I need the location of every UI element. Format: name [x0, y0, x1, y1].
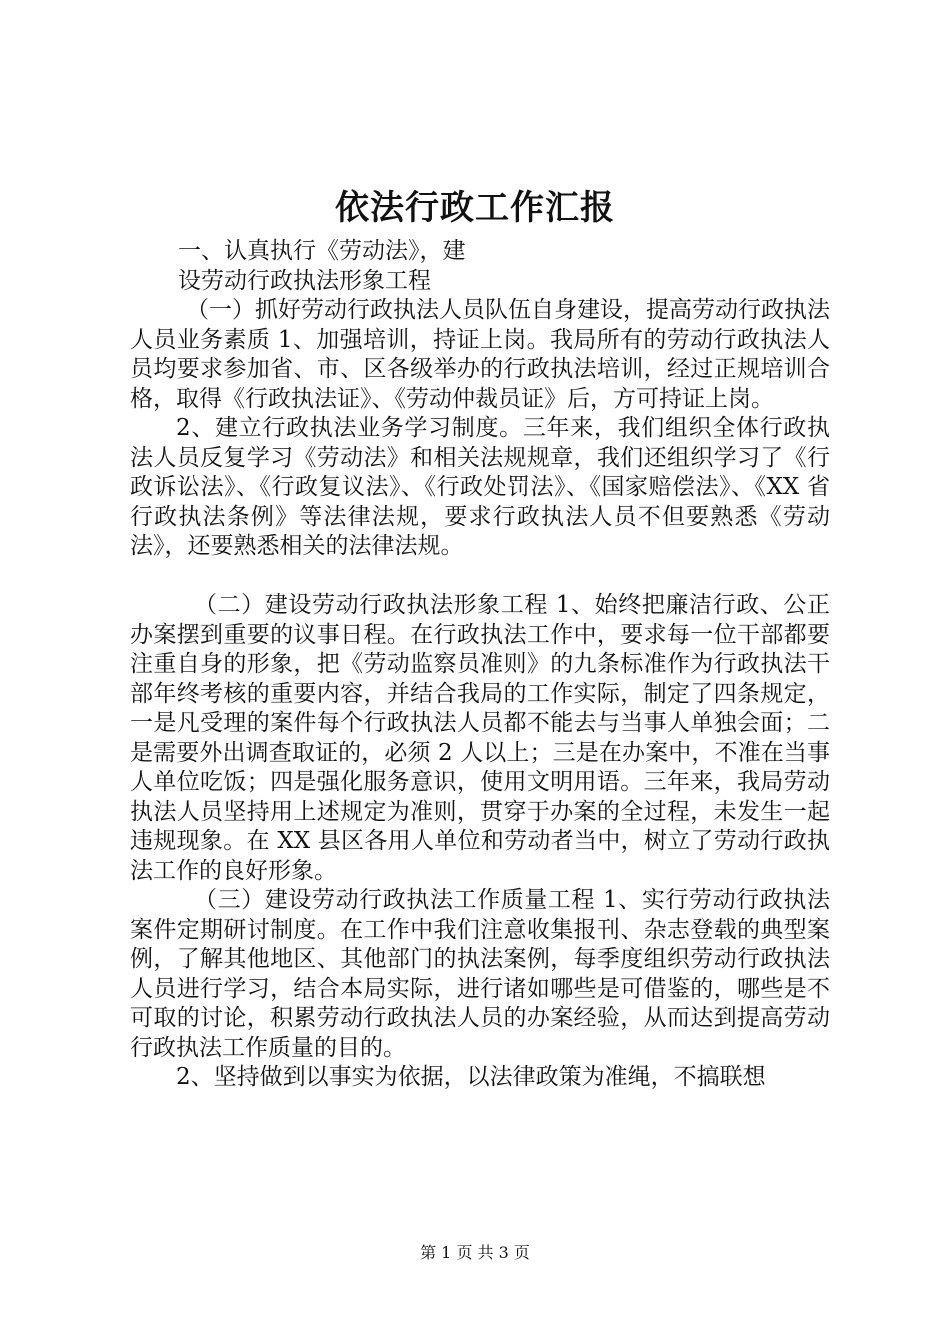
paragraph-2: 2、建立行政执法业务学习制度。三年来，我们组织全体行政执法人员反复学习《劳动法》和相关法规规章，我们还组织学习了《行政诉讼法》、《行政复议法》、《行政处罚法》、《国家赔偿法》、《XX 省行政执法条例》等法律法规，要求行政执法人员不但要熟悉《劳动法》，还要熟悉相关的法律法规。	[130, 415, 830, 559]
paragraph-4: （三）建设劳动行政执法工作质量工程 1、实行劳动行政执法案件定期研讨制度。在工作中我们注意收集报刊、杂志登载的典型案例，了解其他地区、其他部门的执法案例，每季度组织劳动行政执法人员进行学习，结合本局实际，进行诸如哪些是可借鉴的，哪些是不可取的讨论，积累劳动行政执法人员的办案经验，从而达到提高劳动行政执法工作质量的目的。	[130, 887, 830, 1061]
paragraph-1: （一）抓好劳动行政执法人员队伍自身建设，提高劳动行政执法人员业务素质 1、加强培训，持证上岗。我局所有的劳动行政执法人员均要求参加省、市、区各级举办的行政执法培训，经过正规培训合格，取得《行政执法证》、《劳动仲裁员证》后，方可持证上岗。	[130, 297, 830, 412]
document-body	[130, 237, 830, 1093]
page-footer: 第 1 页 共 3 页	[420, 1243, 530, 1262]
document-title: 依法行政工作汇报	[335, 188, 615, 228]
section-heading-line-2: 设劳动行政执法形象工程	[178, 267, 431, 294]
section-heading-line-1: 一、认真执行《劳动法》，建	[178, 238, 466, 264]
paragraph-5: 2、坚持做到以事实为依据，以法律政策为准绳，不搞联想	[176, 1064, 766, 1090]
paragraph-3: （二）建设劳动行政执法形象工程 1、始终把廉洁行政、公正办案摆到重要的议事日程。在行政执法工作中，要求每一位干部都要注重自身的形象，把《劳动监察员准则》的九条标准作为行政执法干部年终考核的重要内容，并结合我局的工作实际，制定了四条规定，一是凡受理的案件每个行政执法人员都不能去与当事人单独会面；二是需要外出调查取证的，必须 2 人以上；三是在办案中，不准在当事人单位吃饭；四是强化服务意识，使用文明用语。三年来，我局劳动执法人员坚持用上述规定为准则，贯穿于办案的全过程，未发生一起违规现象。在 XX 县区各用人单位和劳动者当中，树立了劳动行政执法工作的良好形象。	[130, 592, 830, 884]
